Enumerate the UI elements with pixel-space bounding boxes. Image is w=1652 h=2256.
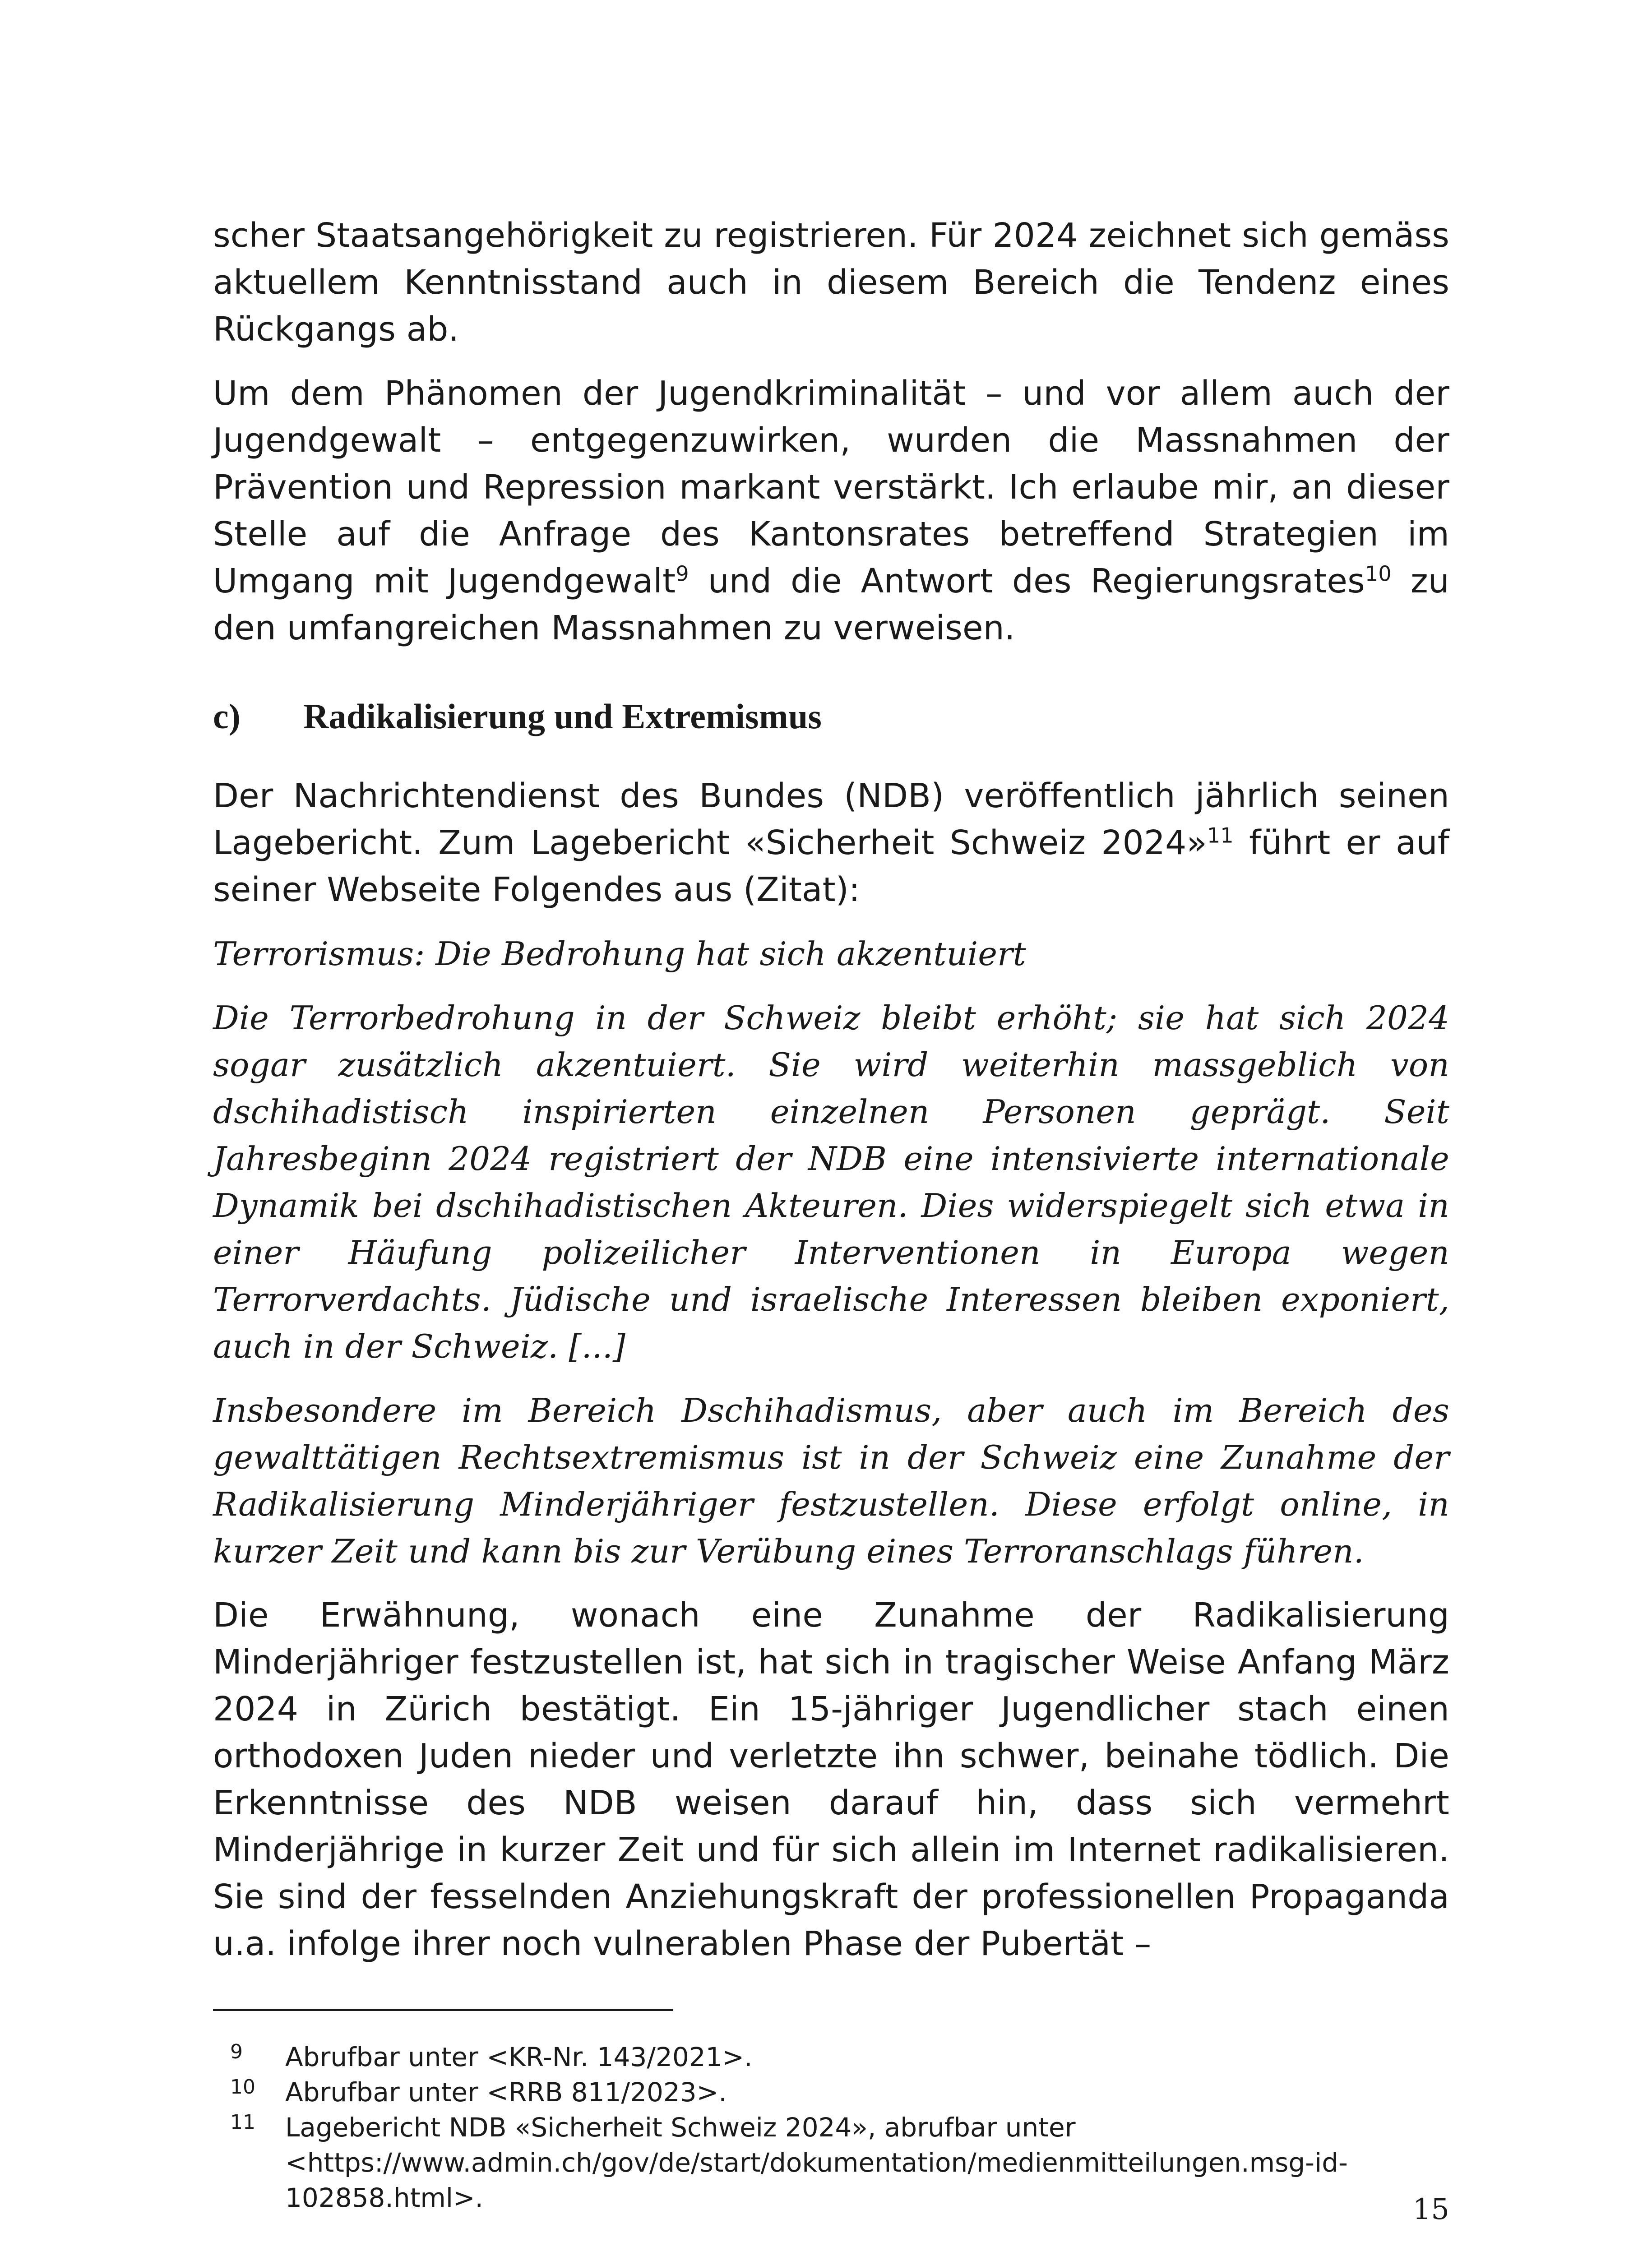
- footnote-9: [213, 2039, 1449, 2075]
- section-heading: [213, 695, 1449, 738]
- paragraph-6: Die Erwähnung, wonach eine Zunahme der Radikalisierung Minderjähriger festzustellen ist, hat sich in tragischer Weise Anfang März 2024 in Zürich bestätigt. Ein 15-jähriger Jugendlicher stach einen orthodoxen Juden nieder und verletzte ihn schwer, beinahe tödlich. Die Erkenntnisse des NDB weisen darauf hin, dass sich vermehrt Minderjährige in kurzer Zeit und für sich allein im Internet radikalisieren. Sie sind der fesselnden Anziehungskraft der professionellen Propaganda u.a. infolge ihrer noch vulnerablen Phase der Pubertät –: [213, 1596, 1449, 1963]
- footnote-ref-9[interactable]: 9: [676, 561, 689, 586]
- footnote-separator: [213, 2009, 673, 2011]
- paragraph-3-text-b: führt er auf seiner Webseite Folgendes aus (Zitat):: [213, 823, 1449, 909]
- section-title: Radikalisierung und Extremismus: [303, 697, 822, 736]
- footnote-text[interactable]: Lagebericht NDB «Sicherheit Schweiz 2024», abrufbar unter <https://www.admin.ch/gov/de/start/dokumentation/medienmitteilungen.msg-id-102858.html>.: [285, 2112, 1348, 2213]
- paragraph-3-text-a: Der Nachrichtendienst des Bundes (NDB) veröffentlich jährlich seinen Lagebericht. Zum Lagebericht «Sicherheit Schweiz 2024»: [213, 777, 1449, 862]
- paragraph-2-text-b: und die Antwort des Regierungsrates: [689, 562, 1365, 601]
- paragraph-2-text-c: zu den umfangreichen Massnahmen zu verweisen.: [213, 562, 1449, 647]
- footnote-text: Abrufbar unter <KR-Nr. 143/2021>.: [285, 2042, 753, 2072]
- quote-paragraph-2: Insbesondere im Bereich Dschihadismus, aber auch im Bereich des gewalttätigen Rechtsextremismus ist in der Schweiz eine Zunahme der Radikalisierung Minderjähriger festzustellen. Diese erfolgt online, in kurzer Zeit und kann bis zur Verübung eines Terroranschlags führen.: [213, 1392, 1449, 1570]
- main-text: [213, 212, 1449, 1984]
- footnote-ref-10[interactable]: 10: [1365, 561, 1392, 586]
- footnote-text: Abrufbar unter <RRB 811/2023>.: [285, 2077, 727, 2108]
- footnote-number: 10: [230, 2076, 255, 2099]
- page-number: 15: [1412, 2193, 1449, 2226]
- footnote-10: [213, 2075, 1449, 2110]
- footnote-number: 9: [230, 2040, 243, 2063]
- paragraph-3: [213, 772, 1449, 913]
- footnotes: [213, 2039, 1449, 2215]
- footnote-ref-11[interactable]: 11: [1207, 823, 1234, 848]
- paragraph-2-text-a: Um dem Phänomen der Jugendkriminalität – und vor allem auch der Jugendgewalt – entgegenzuwirken, wurden die Massnahmen der Prävention und Repression markant verstärkt. Ich erlaube mir, an dieser Stelle auf die Anfrage des Kantonsrates betreffend Strategien im Umgang mit Jugendgewalt: [213, 374, 1449, 601]
- section-number: c): [213, 697, 241, 736]
- quote-heading: Terrorismus: Die Bedrohung hat sich akzentuiert: [213, 935, 1026, 973]
- footnote-11: [213, 2110, 1449, 2215]
- paragraph-1: scher Staatsangehörigkeit zu registrieren. Für 2024 zeichnet sich gemäss aktuellem Kenntnisstand auch in diesem Bereich die Tendenz eines Rückgangs ab.: [213, 216, 1449, 349]
- footnote-number: 11: [230, 2111, 255, 2134]
- quote-paragraph-1: Die Terrorbedrohung in der Schweiz bleibt erhöht; sie hat sich 2024 sogar zusätzlich akzentuiert. Sie wird weiterhin massgeblich von dschihadistisch inspirierten einzelnen Personen geprägt. Seit Jahresbeginn 2024 registriert der NDB eine intensivierte internationale Dynamik bei dschihadistischen Akteuren. Dies widerspiegelt sich etwa in einer Häufung polizeilicher Interventionen in Europa wegen Terrorverdachts. Jüdische und israelische Interessen bleiben exponiert, auch in der Schweiz. [...]: [213, 999, 1449, 1365]
- paragraph-2: [213, 370, 1449, 652]
